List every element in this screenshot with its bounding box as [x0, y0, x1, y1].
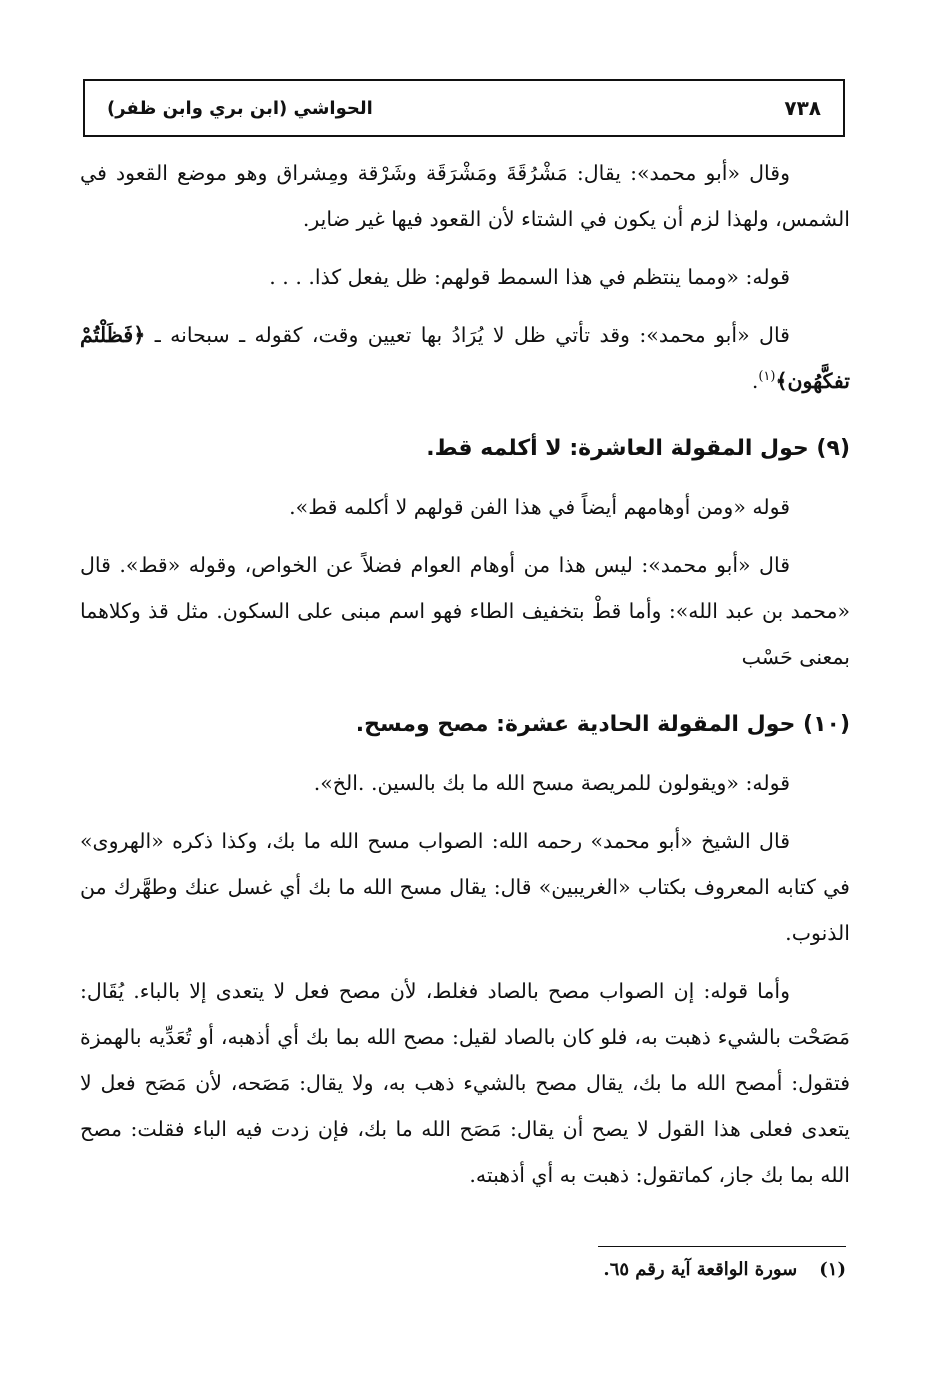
footnote-number: (١): [819, 1259, 846, 1280]
paragraph-7: قال الشيخ «أبو محمد» رحمه الله: الصواب مسح الله ما بك، وكذا ذكره «الهروى» في كتابه المعروف بكتاب «الغريبين» قال: يقال مسح الله ما بك أي غسل عنك وطهَّرك من الذنوب.: [80, 829, 850, 945]
main-text: [80, 150, 850, 1198]
paragraph-5: قال «أبو محمد»: ليس هذا من أوهام العوام فضلاً عن الخواص، وقوله «قط». قال «محمد بن عبد الله»: وأما قطْ بتخفيف الطاء فهو اسم مبنى على السكون. مثل قذ وكلاهما بمعنى حَسْب: [80, 553, 850, 669]
paragraph-3: [80, 312, 850, 404]
footnote-text: سورة الواقعة آية رقم ٦٥.: [603, 1259, 798, 1280]
page-number: ٧٣٨: [784, 96, 821, 120]
section-heading-10: (١٠) حول المقولة الحادية عشرة: مصح ومسح.: [355, 712, 850, 737]
footnote-ref: (١): [758, 369, 776, 385]
quran-verse: ﴿فَظَلْتُمْ تفكَّهُون﴾: [80, 323, 850, 393]
running-title: الحواشي (ابن بري وابن ظفر): [107, 97, 373, 119]
paragraph-8: وأما قوله: إن الصواب مصح بالصاد فغلط، لأن مصح فعل لا يتعدى إلا بالباء. يُقَال: مَصَحْت بالشيء ذهبت به، فلو كان بالصاد لقيل: مصح الله بما بك أي أذهبه، أو تُعَدِّيه بالهمزة فتقول: أمصح الله ما بك، يقال مصح بالشيء ذهب به، ولا يقال: مَصَحه، لأن مَصَح فعل لا يتعدى فعلى هذا القول لا يصح أن يقال: مَصَح الله ما بك، فإن زدت فيه الباء فقلت: مصح الله بما بك جاز، كماتقول: ذهبت به أي أذهبته.: [80, 979, 850, 1187]
paragraph-2: قوله: «ومما ينتظم في هذا السمط قولهم: ظل يفعل كذا. . . .: [269, 265, 790, 289]
section-heading-9: (٩) حول المقولة العاشرة: لا أكلمه قط.: [426, 436, 850, 461]
page-header: [83, 79, 845, 137]
footnote-divider: [598, 1246, 846, 1247]
paragraph-3-text: قال «أبو محمد»: وقد تأتي ظل لا يُرَادُ بها تعيين وقت، كقوله ـ سبحانه ـ: [154, 323, 790, 347]
paragraph-4: قوله «ومن أوهامهم أيضاً في هذا الفن قولهم لا أكلمه قط».: [289, 495, 790, 519]
paragraph-3-end: .: [751, 369, 759, 393]
footnote: [86, 1255, 846, 1285]
paragraph-1: وقال «أبو محمد»: يقال: مَشْرُقَةَ ومَشْرَقَة وشَرْقة ومِشراق وهو موضع القعود في الشمس، ولهذا لزم أن يكون في الشتاء لأن القعود فيها غير ضاير.: [80, 161, 850, 231]
paragraph-6: قوله: «ويقولون للمريصة مسح الله ما بك بالسين. .الخ».: [313, 771, 790, 795]
